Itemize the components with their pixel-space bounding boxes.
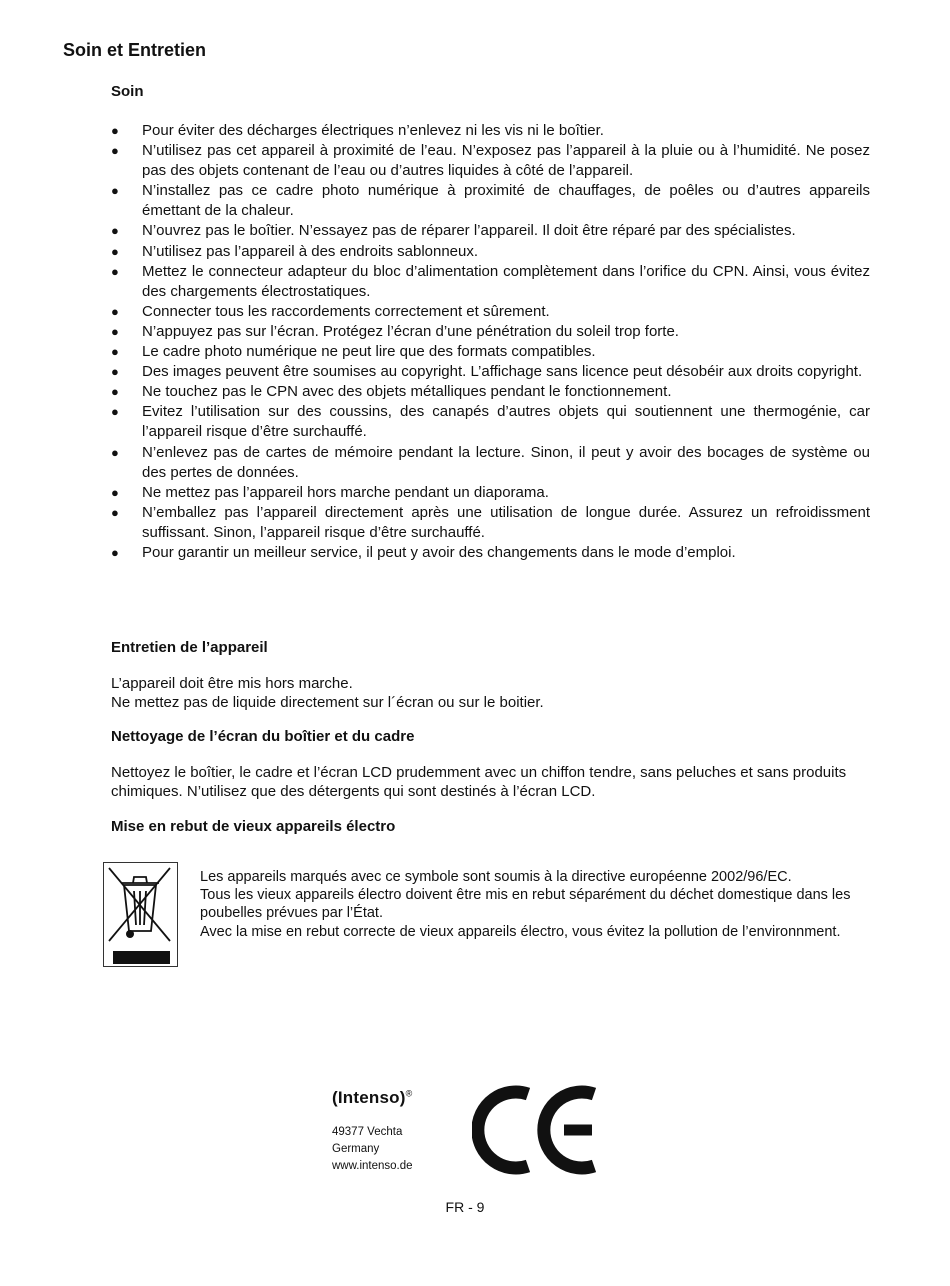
list-item: ● N’ouvrez pas le boîtier. N’essayez pas de réparer l’appareil. Il doit être réparé par des spécialistes. (111, 221, 870, 241)
list-item: ● Evitez l’utilisation sur des coussins, des canapés d’autres objets qui soutiennent une thermogénie, car l’appareil risque d’être surchauffé. (111, 403, 870, 441)
rebut-line-3: Avec la mise en rebut correcte de vieux appareils électro, vous évitez la pollution de l’environnment. (200, 923, 841, 940)
entretien-heading: Entretien de l’appareil (111, 639, 268, 656)
intenso-logo (332, 1088, 413, 1108)
bullet-icon: ● (111, 123, 119, 138)
bullet-icon: ● (111, 323, 119, 339)
bullet-icon: ● (111, 404, 119, 420)
nettoyage-heading: Nettoyage de l’écran du boîtier et du cadre (111, 728, 415, 745)
manufacturer-block (332, 1088, 413, 1175)
list-item: ● N’appuyez pas sur l’écran. Protégez l’écran d’une pénétration du soleil trop forte. (111, 322, 870, 342)
page-title: Soin et Entretien (63, 40, 207, 60)
bullet-icon: ● (111, 364, 119, 380)
bullet-icon: ● (111, 303, 119, 319)
bullet-icon: ● (111, 183, 119, 199)
crossed-out-wheelie-bin-icon (103, 862, 178, 967)
page-number: FR - 9 (445, 1199, 485, 1215)
bullet-icon: ● (111, 444, 119, 460)
list-item: ● Pour éviter des décharges électriques n’enlevez ni les vis ni le boîtier. (111, 121, 870, 141)
soin-heading: Soin (111, 83, 144, 100)
list-item: ● N’utilisez pas cet appareil à proximité de l’eau. N’exposez pas l’appareil à la pluie ou à l’humidité. Ne posez pas des objets contenant de l’eau ou d’autres liquides à côté de l’appareil. (111, 142, 870, 180)
registered-mark: ® (405, 1088, 413, 1099)
website-text: www.intenso.de (332, 1160, 413, 1172)
list-item: ● Mettez le connecteur adapteur du bloc d’alimentation complètement dans l’orifice du CPN. Ainsi, vous évitez des chargements électrostatiques. (111, 262, 870, 300)
bullet-icon: ● (111, 344, 119, 360)
bullet-icon: ● (111, 484, 119, 500)
bullet-icon: ● (111, 263, 119, 279)
address-country: Germany (332, 1143, 380, 1155)
list-item: ● Des images peuvent être soumises au copyright. L’affichage sans licence peut désobéir aux droits copyright. (111, 362, 870, 382)
entretien-text (111, 675, 871, 712)
list-item: ● N’installez pas ce cadre photo numérique à proximité de chauffages, de poêles ou d’autres appareils émettant de la chaleur. (111, 182, 870, 220)
bullet-icon: ● (111, 384, 119, 400)
list-item: ● N’utilisez pas l’appareil à des endroits sablonneux. (111, 242, 870, 262)
entretien-line-2: Ne mettez pas de liquide directement sur l´écran ou sur le boitier. (111, 693, 544, 711)
rebut-heading: Mise en rebut de vieux appareils électro (111, 818, 396, 835)
bullet-icon: ● (111, 243, 119, 259)
list-item: ● Pour garantir un meilleur service, il peut y avoir des changements dans le mode d’emploi. (111, 543, 870, 563)
address-city: 49377 Vechta (332, 1126, 403, 1138)
list-item: ● N’emballez pas l’appareil directement après une utilisation de longue durée. Assurez un refroidissment suffissant. Sinon, l’appareil risque d’être surchauffé. (111, 503, 870, 541)
list-item: ● Ne mettez pas l’appareil hors marche pendant un diaporama. (111, 483, 870, 503)
bullet-icon: ● (111, 544, 119, 560)
bullet-icon: ● (111, 504, 119, 520)
list-item: ● Le cadre photo numérique ne peut lire que des formats compatibles. (111, 342, 870, 362)
list-item: ● N’enlevez pas de cartes de mémoire pendant la lecture. Sinon, il peut y avoir des bocages de système ou des pertes de données. (111, 443, 870, 481)
bullet-icon: ● (111, 143, 119, 159)
soin-list (111, 121, 870, 563)
rebut-line-2: Tous les vieux appareils électro doivent être mis en rebut séparément du déchet domestique dans les poubelles prévues par l’État. (200, 887, 851, 922)
manufacturer-address (332, 1124, 413, 1175)
nettoyage-text: Nettoyez le boîtier, le cadre et l’écran LCD prudemment avec un chiffon tendre, sans peluches et sans produits chimiques. N’utilisez que des détergents qui sont destinés à l’écran LCD. (111, 764, 847, 800)
list-item: ● Ne touchez pas le CPN avec des objets métalliques pendant le fonctionnement. (111, 382, 870, 402)
ce-mark-icon (472, 1082, 604, 1183)
brand-name: (Intenso) (332, 1088, 406, 1107)
entretien-line-1: L’appareil doit être mis hors marche. (111, 675, 353, 692)
list-item: ● Connecter tous les raccordements correctement et sûrement. (111, 302, 870, 322)
bullet-icon: ● (111, 223, 119, 239)
rebut-text (200, 868, 880, 941)
rebut-line-1: Les appareils marqués avec ce symbole sont soumis à la directive européenne 2002/96/EC. (200, 869, 792, 885)
